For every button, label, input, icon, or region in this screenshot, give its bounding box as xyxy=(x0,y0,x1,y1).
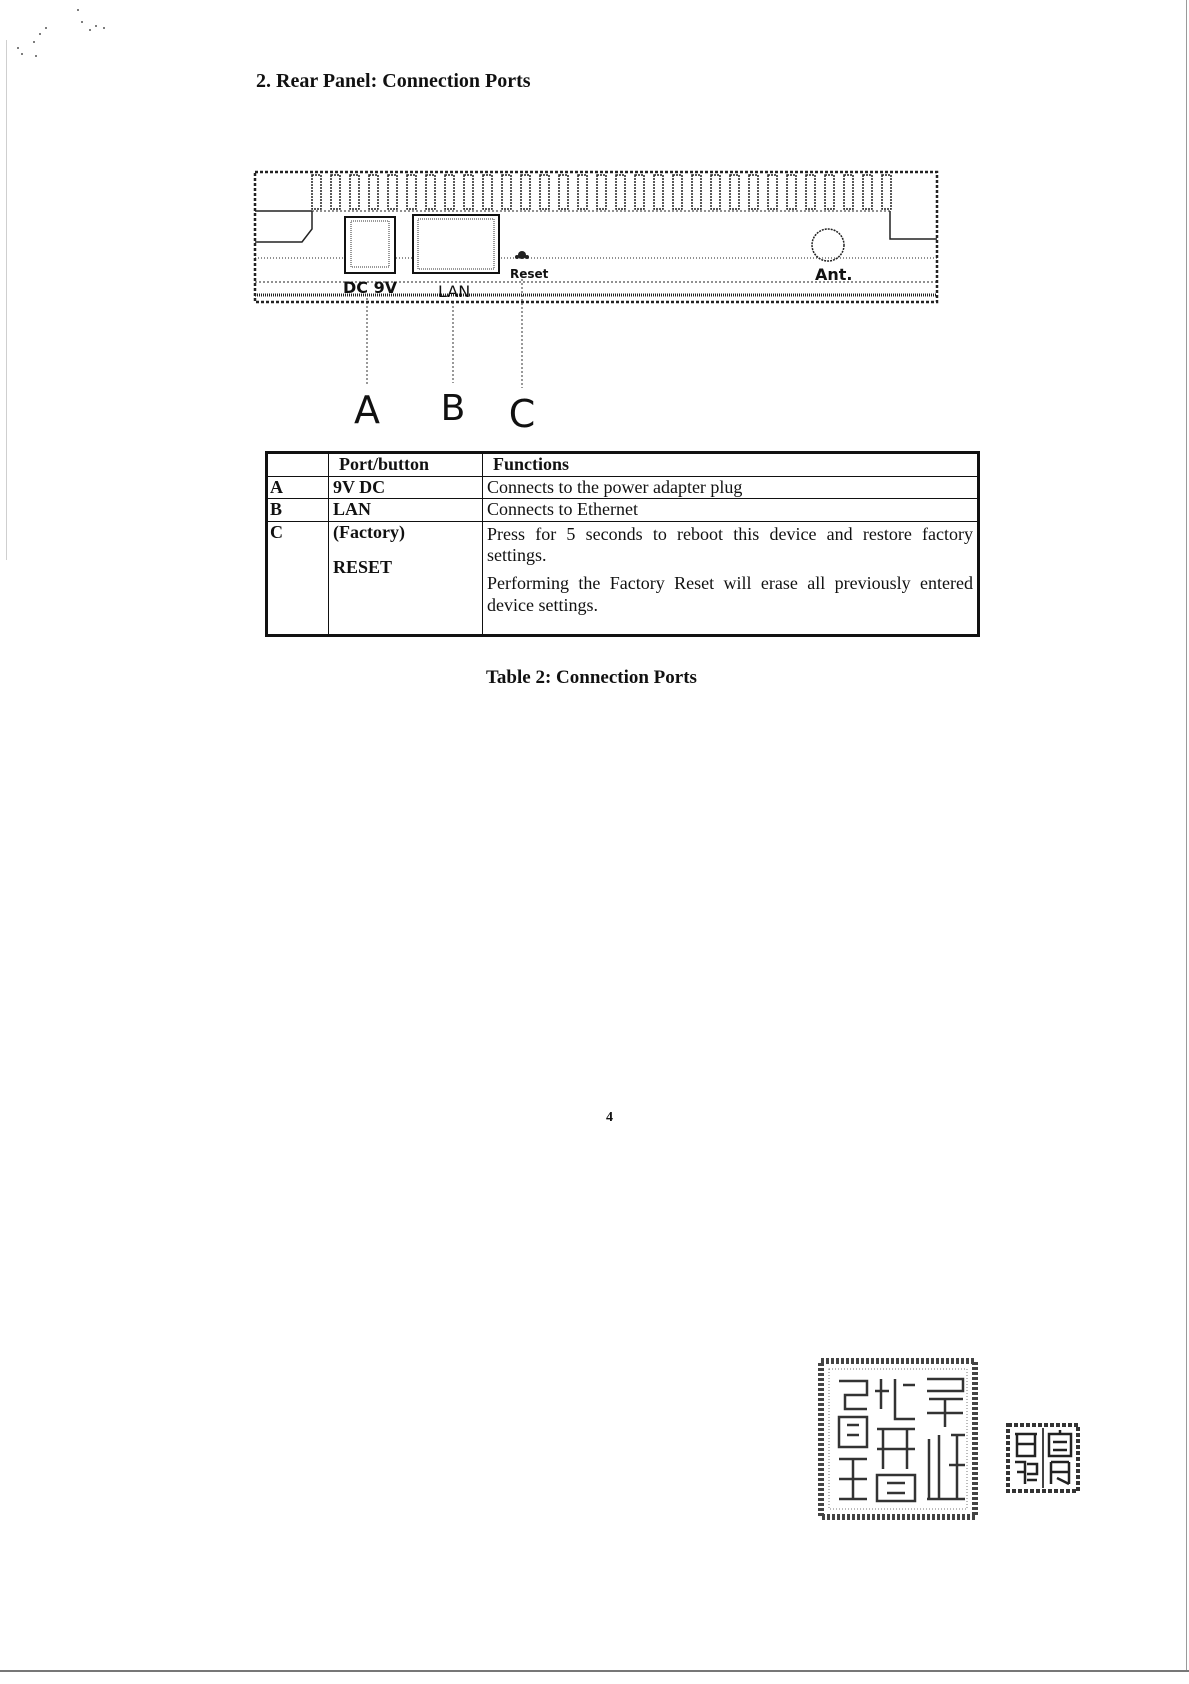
table-header-port: Port/button xyxy=(329,453,483,477)
vent-slot xyxy=(445,175,454,209)
vent-slot xyxy=(787,175,796,209)
section-heading: 2. Rear Panel: Connection Ports xyxy=(256,70,531,92)
scan-right-edge xyxy=(1186,0,1187,1670)
table-header-key xyxy=(267,453,329,477)
vent-slot xyxy=(711,175,720,209)
vent-slot xyxy=(863,175,872,209)
port-function xyxy=(483,521,979,635)
row-key: C xyxy=(267,521,329,635)
vent-slot xyxy=(350,175,359,209)
callout-letter-c: C xyxy=(508,392,536,435)
function-paragraph: Press for 5 seconds to reboot this device and restore factory settings. xyxy=(487,523,973,566)
antenna-label: Ant. xyxy=(815,265,853,284)
connection-ports-table xyxy=(265,451,980,637)
vent-slot xyxy=(502,175,511,209)
vent-slot xyxy=(464,175,473,209)
vent-slot xyxy=(616,175,625,209)
vent-slot xyxy=(768,175,777,209)
vent-slot xyxy=(407,175,416,209)
vent-slot xyxy=(331,175,340,209)
vent-slot xyxy=(692,175,701,209)
callout-letter-b: B xyxy=(440,388,466,429)
vent-slot xyxy=(749,175,758,209)
dc-power-port xyxy=(345,217,395,273)
vent-slot xyxy=(559,175,568,209)
vent-slot xyxy=(882,175,891,209)
table-header-functions: Functions xyxy=(483,453,979,477)
vent-slot xyxy=(673,175,682,209)
company-seal-stamp xyxy=(817,1355,979,1523)
reset-label: Reset xyxy=(510,267,549,281)
port-function: Connects to the power adapter plug xyxy=(483,476,979,499)
personal-seal-stamp xyxy=(1005,1422,1081,1494)
vent-slot xyxy=(521,175,530,209)
vent-slot xyxy=(806,175,815,209)
port-function: Connects to Ethernet xyxy=(483,499,979,522)
port-name-line: (Factory) xyxy=(333,521,405,542)
table-row xyxy=(267,499,979,522)
callout-letter-a: A xyxy=(354,388,380,432)
vent-slot xyxy=(635,175,644,209)
antenna-connector xyxy=(812,229,844,261)
scan-left-edge xyxy=(6,40,7,560)
rear-panel-diagram xyxy=(250,165,950,435)
scan-specks xyxy=(10,8,120,58)
row-key: B xyxy=(267,499,329,522)
function-paragraph: Performing the Factory Reset will erase all previously entered device settings. xyxy=(487,572,973,615)
vent-slot xyxy=(312,175,321,209)
port-name-line: RESET xyxy=(333,557,393,578)
lan-port xyxy=(413,215,499,273)
vent-slot xyxy=(654,175,663,209)
port-name: 9V DC xyxy=(329,476,483,499)
vent-slot xyxy=(369,175,378,209)
port-name: LAN xyxy=(329,499,483,522)
scan-bottom-edge xyxy=(0,1670,1189,1672)
vent-slot xyxy=(388,175,397,209)
vent-slot xyxy=(540,175,549,209)
table-header-row xyxy=(267,453,979,477)
vent-slot xyxy=(578,175,587,209)
dc-label: DC 9V xyxy=(343,278,398,297)
page-number: 4 xyxy=(606,1110,613,1125)
vent-slot xyxy=(483,175,492,209)
vent-slot xyxy=(825,175,834,209)
port-name xyxy=(329,521,483,635)
vent-slot xyxy=(844,175,853,209)
row-key: A xyxy=(267,476,329,499)
vent-slot xyxy=(426,175,435,209)
table-row xyxy=(267,476,979,499)
table-row xyxy=(267,521,979,635)
vent-slot xyxy=(597,175,606,209)
table-caption: Table 2: Connection Ports xyxy=(486,667,697,688)
vent-slots xyxy=(312,175,891,209)
lan-label: LAN xyxy=(438,282,471,301)
vent-slot xyxy=(730,175,739,209)
reset-button xyxy=(515,251,529,259)
